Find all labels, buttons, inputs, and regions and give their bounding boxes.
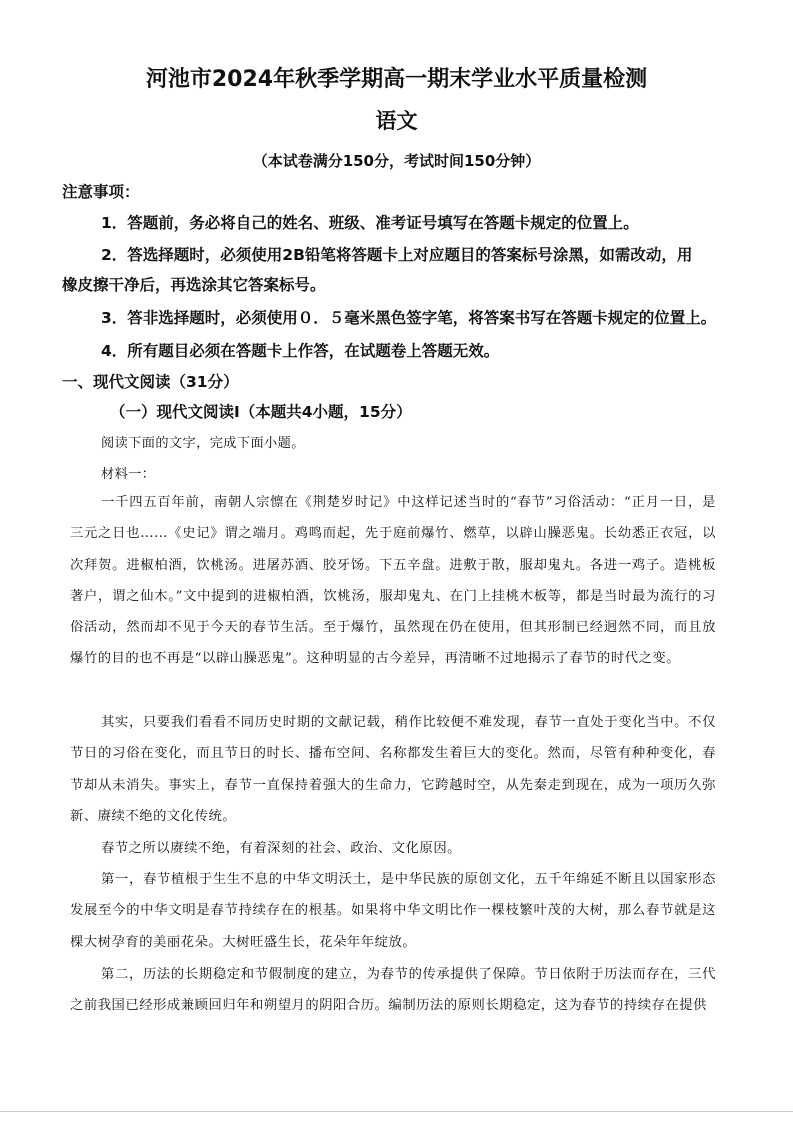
exam-info: （本试卷满分150分，考试时间150分钟） <box>252 152 541 170</box>
section-heading: 一、现代文阅读（31分） <box>62 373 239 391</box>
paragraph-2: 其实，只要我们看看不同历史时期的文献记载，稍作比较便不难发现，春节一直处于变化当中。不仅节日的习俗在变化，而且节日的时长、播布空间、名称都发生着巨大的变化。然而，尽管有种种变化，春节却从未消失。事实上，春节一直保持着强大的生命力，它跨越时空，从先秦走到现在，成为一项历久弥新、赓续不绝的文化传统。 <box>70 715 716 824</box>
paragraph-3: 春节之所以赓续不绝，有着深刻的社会、政治、文化原因。 <box>101 841 462 856</box>
paragraph-4: 第一，春节植根于生生不息的中华文明沃土，是中华民族的原创文化，五千年绵延不断且以国家形态发展至今的中华文明是春节持续存在的根基。如果将中华文明比作一棵枝繁叶茂的大树，那么春节就是这棵大树孕育的美丽花朵。大树旺盛生长，花朵年年绽放。 <box>70 872 716 950</box>
notice-item-3: 3．答非选择题时，必须使用０．５毫米黑色签字笔，将答案书写在答题卡规定的位置上。 <box>101 309 717 327</box>
subject-title: 语文 <box>375 109 418 133</box>
notice-heading: 注意事项： <box>62 183 140 201</box>
paragraph-1: 一千四五百年前，南朝人宗懔在《荆楚岁时记》中这样记述当时的“春节”习俗活动：“正月一日，是三元之日也……《史记》谓之端月。鸡鸣而起，先于庭前爆竹、燃草，以辟山臊恶鬼。长幼悉正衣冠，以次拜贺。进椒柏酒，饮桃汤。进屠苏酒、胶牙饧。下五辛盘。进敷于散，服却鬼丸。各进一鸡子。造桃板著户，谓之仙木。”文中提到的进椒柏酒，饮桃汤，服却鬼丸、在门上挂桃木板等，都是当时最为流行的习俗活动，然而却不见于今天的春节生活。至于爆竹，虽然现在仍在使用，但其形制已经迥然不同，而且放爆竹的目的也不再是“以辟山臊恶鬼”。这种明显的古今差异，再清晰不过地揭示了春节的时代之变。 <box>70 495 716 667</box>
notice-item-1: 1．答题前，务必将自己的姓名、班级、准考证号填写在答题卡规定的位置上。 <box>101 214 639 232</box>
notice-item-2-continued: 橡皮擦干净后，再选涂其它答案标号。 <box>62 276 326 294</box>
paragraph-5: 第二，历法的长期稳定和节假制度的建立，为春节的传承提供了保障。节日依附于历法而存在，三代之前我国已经形成兼顾回归年和朔望月的阴阳合历。编制历法的原则长期稳定，这为春节的持续存在提供 <box>70 967 716 1014</box>
reading-instruction: 阅读下面的文字，完成下面小题。 <box>101 436 305 451</box>
page-bottom-rule <box>0 1111 793 1112</box>
notice-item-4: 4．所有题目必须在答题卡上作答，在试题卷上答题无效。 <box>101 342 500 360</box>
exam-title: 河池市2024年秋季学期高一期末学业水平质量检测 <box>145 67 648 92</box>
material-label: 材料一： <box>101 467 156 482</box>
notice-item-2: 2．答选择题时，必须使用2B铅笔将答题卡上对应题目的答案标号涂黑，如需改动，用 <box>101 246 693 264</box>
subsection-heading: （一）现代文阅读Ⅰ（本题共4小题，15分） <box>110 403 412 421</box>
